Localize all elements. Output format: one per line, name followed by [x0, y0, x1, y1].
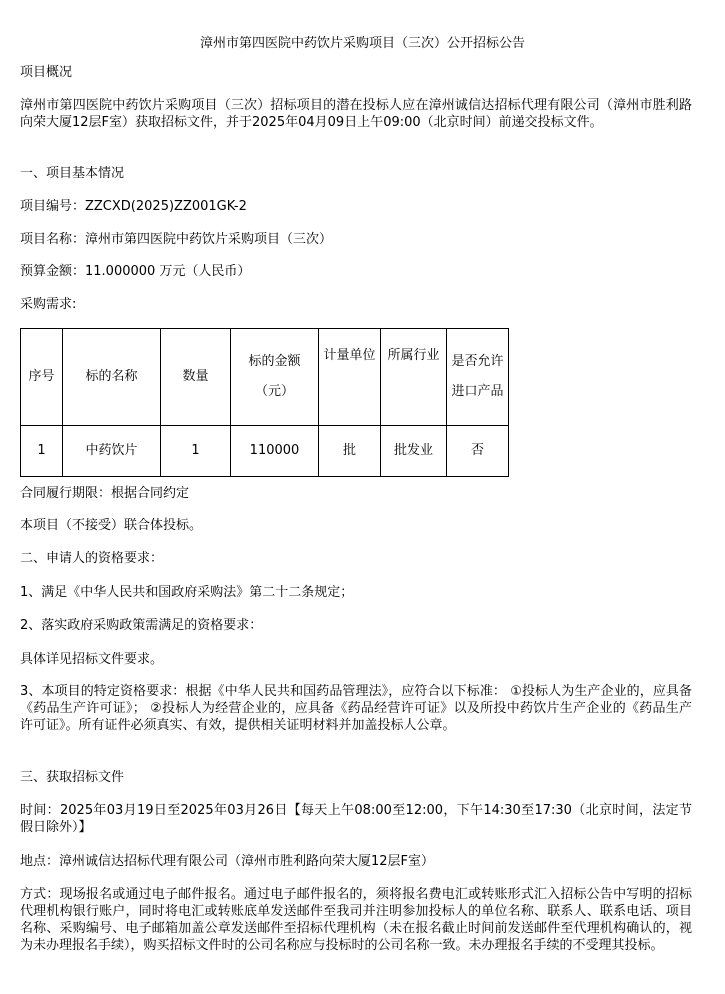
- contract-period: 合同履行期限：根据合同约定: [20, 486, 190, 501]
- obtain-method: 方式：现场报名或通过电子邮件报名。通过电子邮件报名的，须将报名费电汇或转账形式汇入招标公告中写明的招标代理机构银行账户，同时将电汇或转账底单发送邮件至我司并注明参加投标人的单位名称、联系人、联系电话、项目名称、采购编号、电子邮箱加盖公章发送邮件至招标代理机构（未在报名截止时间前发送邮件至代理机构确认的，视为未办理报名手续），购买招标文件时的公司名称应与投标时的公司名称一致。未办理报名手续的不受理其投标。: [20, 887, 692, 953]
- table-row: [21, 426, 509, 477]
- section1-heading: 一、项目基本情况: [20, 166, 125, 181]
- header-unit: 计量单位: [319, 329, 381, 426]
- section2-heading: 二、申请人的资格要求：: [20, 551, 164, 566]
- section3-heading: 三、获取招标文件: [20, 770, 125, 785]
- overview-heading: 项目概况: [20, 65, 73, 80]
- cell-seq: 1: [21, 426, 63, 477]
- page-title: 漳州市第四医院中药饮片采购项目（三次）公开招标公告: [199, 36, 525, 51]
- obtain-time: 时间：2025年03月19日至2025年03月26日【每天上午08:00至12:00，下午14:30至17:30（北京时间，法定节假日除外）】: [20, 803, 692, 835]
- project-name: 项目名称：漳州市第四医院中药饮片采购项目（三次）: [20, 232, 333, 247]
- budget-amount: 预算金额：11.000000 万元（人民币）: [20, 264, 251, 279]
- cell-import: 否: [447, 426, 509, 477]
- header-import: [447, 329, 509, 426]
- demand-label: 采购需求:: [20, 297, 77, 312]
- header-import-line2: 进口产品: [451, 384, 504, 399]
- cell-name: 中药饮片: [63, 426, 161, 477]
- header-amount-line1: 标的金额: [248, 354, 301, 369]
- header-qty: 数量: [161, 329, 231, 426]
- header-name: 标的名称: [63, 329, 161, 426]
- qualification-item-3: 3、本项目的特定资格要求：根据《中华人民共和国药品管理法》，应符合以下标准： ①投标人为生产企业的，应具备《药品生产许可证》； ②投标人为经营企业的，应具备《药品经营许可证》以及所投中药饮片生产企业的《药品生产许可证》。所有证件必须真实、有效，提供相关证明材料并加盖投标人公章。: [20, 684, 692, 733]
- cell-amount: 110000: [231, 426, 319, 477]
- qualification-item-2: 2、落实政府采购政策需满足的资格要求：: [20, 618, 263, 633]
- cell-qty: 1: [161, 426, 231, 477]
- header-seq: 序号: [21, 329, 63, 426]
- qualification-item-2-detail: 具体详见招标文件要求。: [20, 652, 164, 667]
- requirements-table: [20, 328, 509, 477]
- header-industry: 所属行业: [381, 329, 447, 426]
- header-import-line1: 是否允许: [451, 354, 504, 369]
- qualification-item-1: 1、满足《中华人民共和国政府采购法》第二十二条规定；: [20, 585, 354, 600]
- cell-industry: 批发业: [381, 426, 447, 477]
- header-amount: [231, 329, 319, 426]
- overview-text: 漳州市第四医院中药饮片采购项目（三次）招标项目的潜在投标人应在漳州诚信达招标代理有限公司（漳州市胜利路向荣大厦12层F室）获取招标文件，并于2025年04月09日上午09:00（北京时间）前递交投标文件。: [20, 98, 692, 130]
- consortium-note: 本项目（不接受）联合体投标。: [20, 518, 203, 533]
- project-number: 项目编号：ZZCXD(2025)ZZ001GK-2: [20, 199, 247, 214]
- table-header-row: [21, 329, 509, 426]
- obtain-place: 地点：漳州诚信达招标代理有限公司（漳州市胜利路向荣大厦12层F室）: [20, 854, 435, 869]
- cell-unit: 批: [319, 426, 381, 477]
- header-amount-line2: （元）: [254, 384, 294, 399]
